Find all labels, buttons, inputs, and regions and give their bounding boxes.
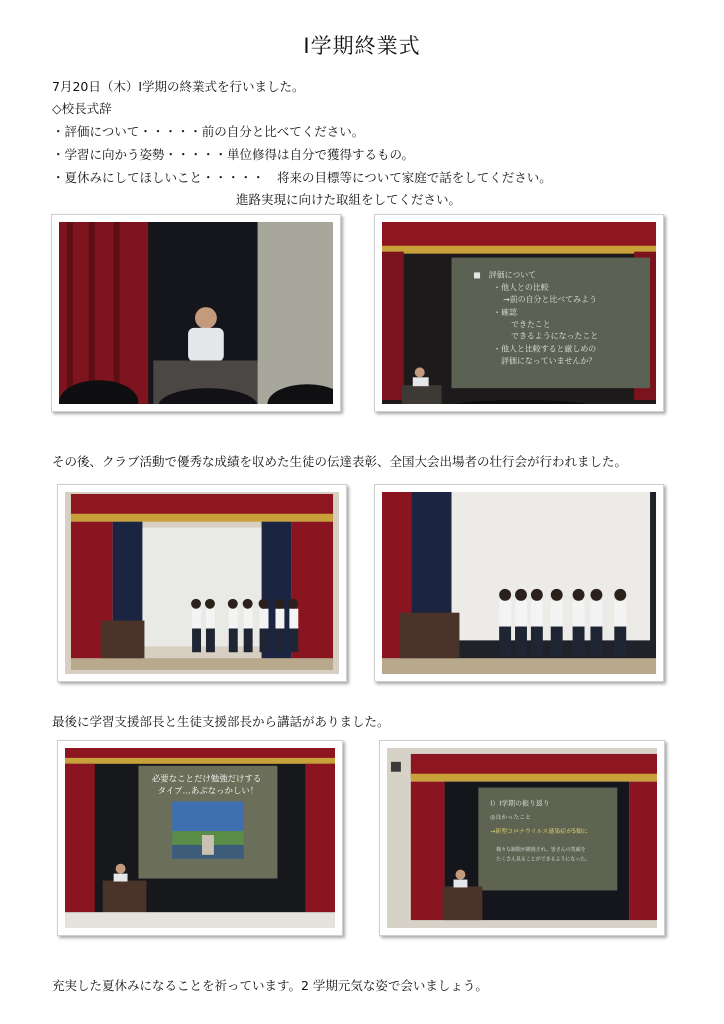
svg-text:必要なことだけ勉強だけする タイプ…あぶなっかし <box>152 774 264 796</box>
photo-learning-support-talk <box>57 740 343 936</box>
slide1-line: ・他人との比較 <box>493 283 549 293</box>
slide1-line: →前の自分と比べてみよう <box>503 295 597 305</box>
photo-awards-scene-2 <box>382 492 656 674</box>
photo-evaluation-slide <box>374 214 664 412</box>
bullet-evaluation: ・評価について・・・・・前の自分と比べてください。 <box>52 124 365 139</box>
lecture-paragraph: 最後に学習支援部長と生徒支援部長から講話がありました。 <box>52 714 390 729</box>
photo-stage-with-slide <box>382 222 656 404</box>
slide1-line: 評価になっていませんか？ <box>501 356 597 366</box>
slide3-line: たくさん見ることができるようになった。 <box>496 856 591 863</box>
photo-principal-speech <box>51 214 341 412</box>
bullet-continuation: 進路実現に向けた取組をしてください。 <box>236 192 462 207</box>
slide3-line: Ⅰ）Ⅰ学期の振り返り <box>490 799 550 808</box>
bullet-attitude: ・学習に向かう姿勢・・・・・単位修得は自分で獲得するもの。 <box>52 147 415 162</box>
photo-student-support-talk <box>379 740 665 936</box>
slide3-line: 様々な制限が撤廃され、皆さんの笑顔を <box>496 846 586 853</box>
slide2-line: 必要なことだけ勉強だけする <box>151 773 262 784</box>
photo-awards-scene-1 <box>65 492 339 674</box>
photo-learning-support-scene <box>65 748 335 928</box>
principal-heading: ◇校長式辞 <box>52 101 112 116</box>
intro-text: 7月20日（木）Ⅰ学期の終業式を行いました。 <box>52 79 305 94</box>
slide1-line: ・他人と比較すると厳しめの <box>493 344 597 354</box>
photo-awards-stage-wide <box>57 484 347 682</box>
page-title: Ⅰ学期終業式 <box>303 34 421 58</box>
slide1-line: ■ 評価について <box>473 270 537 280</box>
slide3-line: ◎良かったこと <box>490 814 532 822</box>
slide1-line: できたこと <box>511 319 551 329</box>
photo-principal-scene <box>59 222 333 404</box>
photo-awards-stage-close <box>374 484 664 682</box>
slide1-line: ・確認 <box>493 307 517 317</box>
closing-text: 充実した夏休みになることを祈っています。2 学期元気な姿で会いましょう。 <box>52 978 488 993</box>
bullet-summer: ・夏休みにしてほしいこと・・・・・ 将来の目標等について家庭で話をしてください。 <box>52 170 552 185</box>
slide3-line: →新型コロナウイルス感染症が5類に <box>490 828 588 836</box>
photo-student-support-scene <box>387 748 657 928</box>
awards-paragraph: その後、クラブ活動で優秀な成績を収めた生徒の伝達表彰、全国大会出場者の壮行会が行われました。 <box>52 454 628 469</box>
slide1-line: できるようになったこと <box>511 331 599 341</box>
slide2-line: タイプ…あぶなっかしい！ <box>157 785 259 796</box>
